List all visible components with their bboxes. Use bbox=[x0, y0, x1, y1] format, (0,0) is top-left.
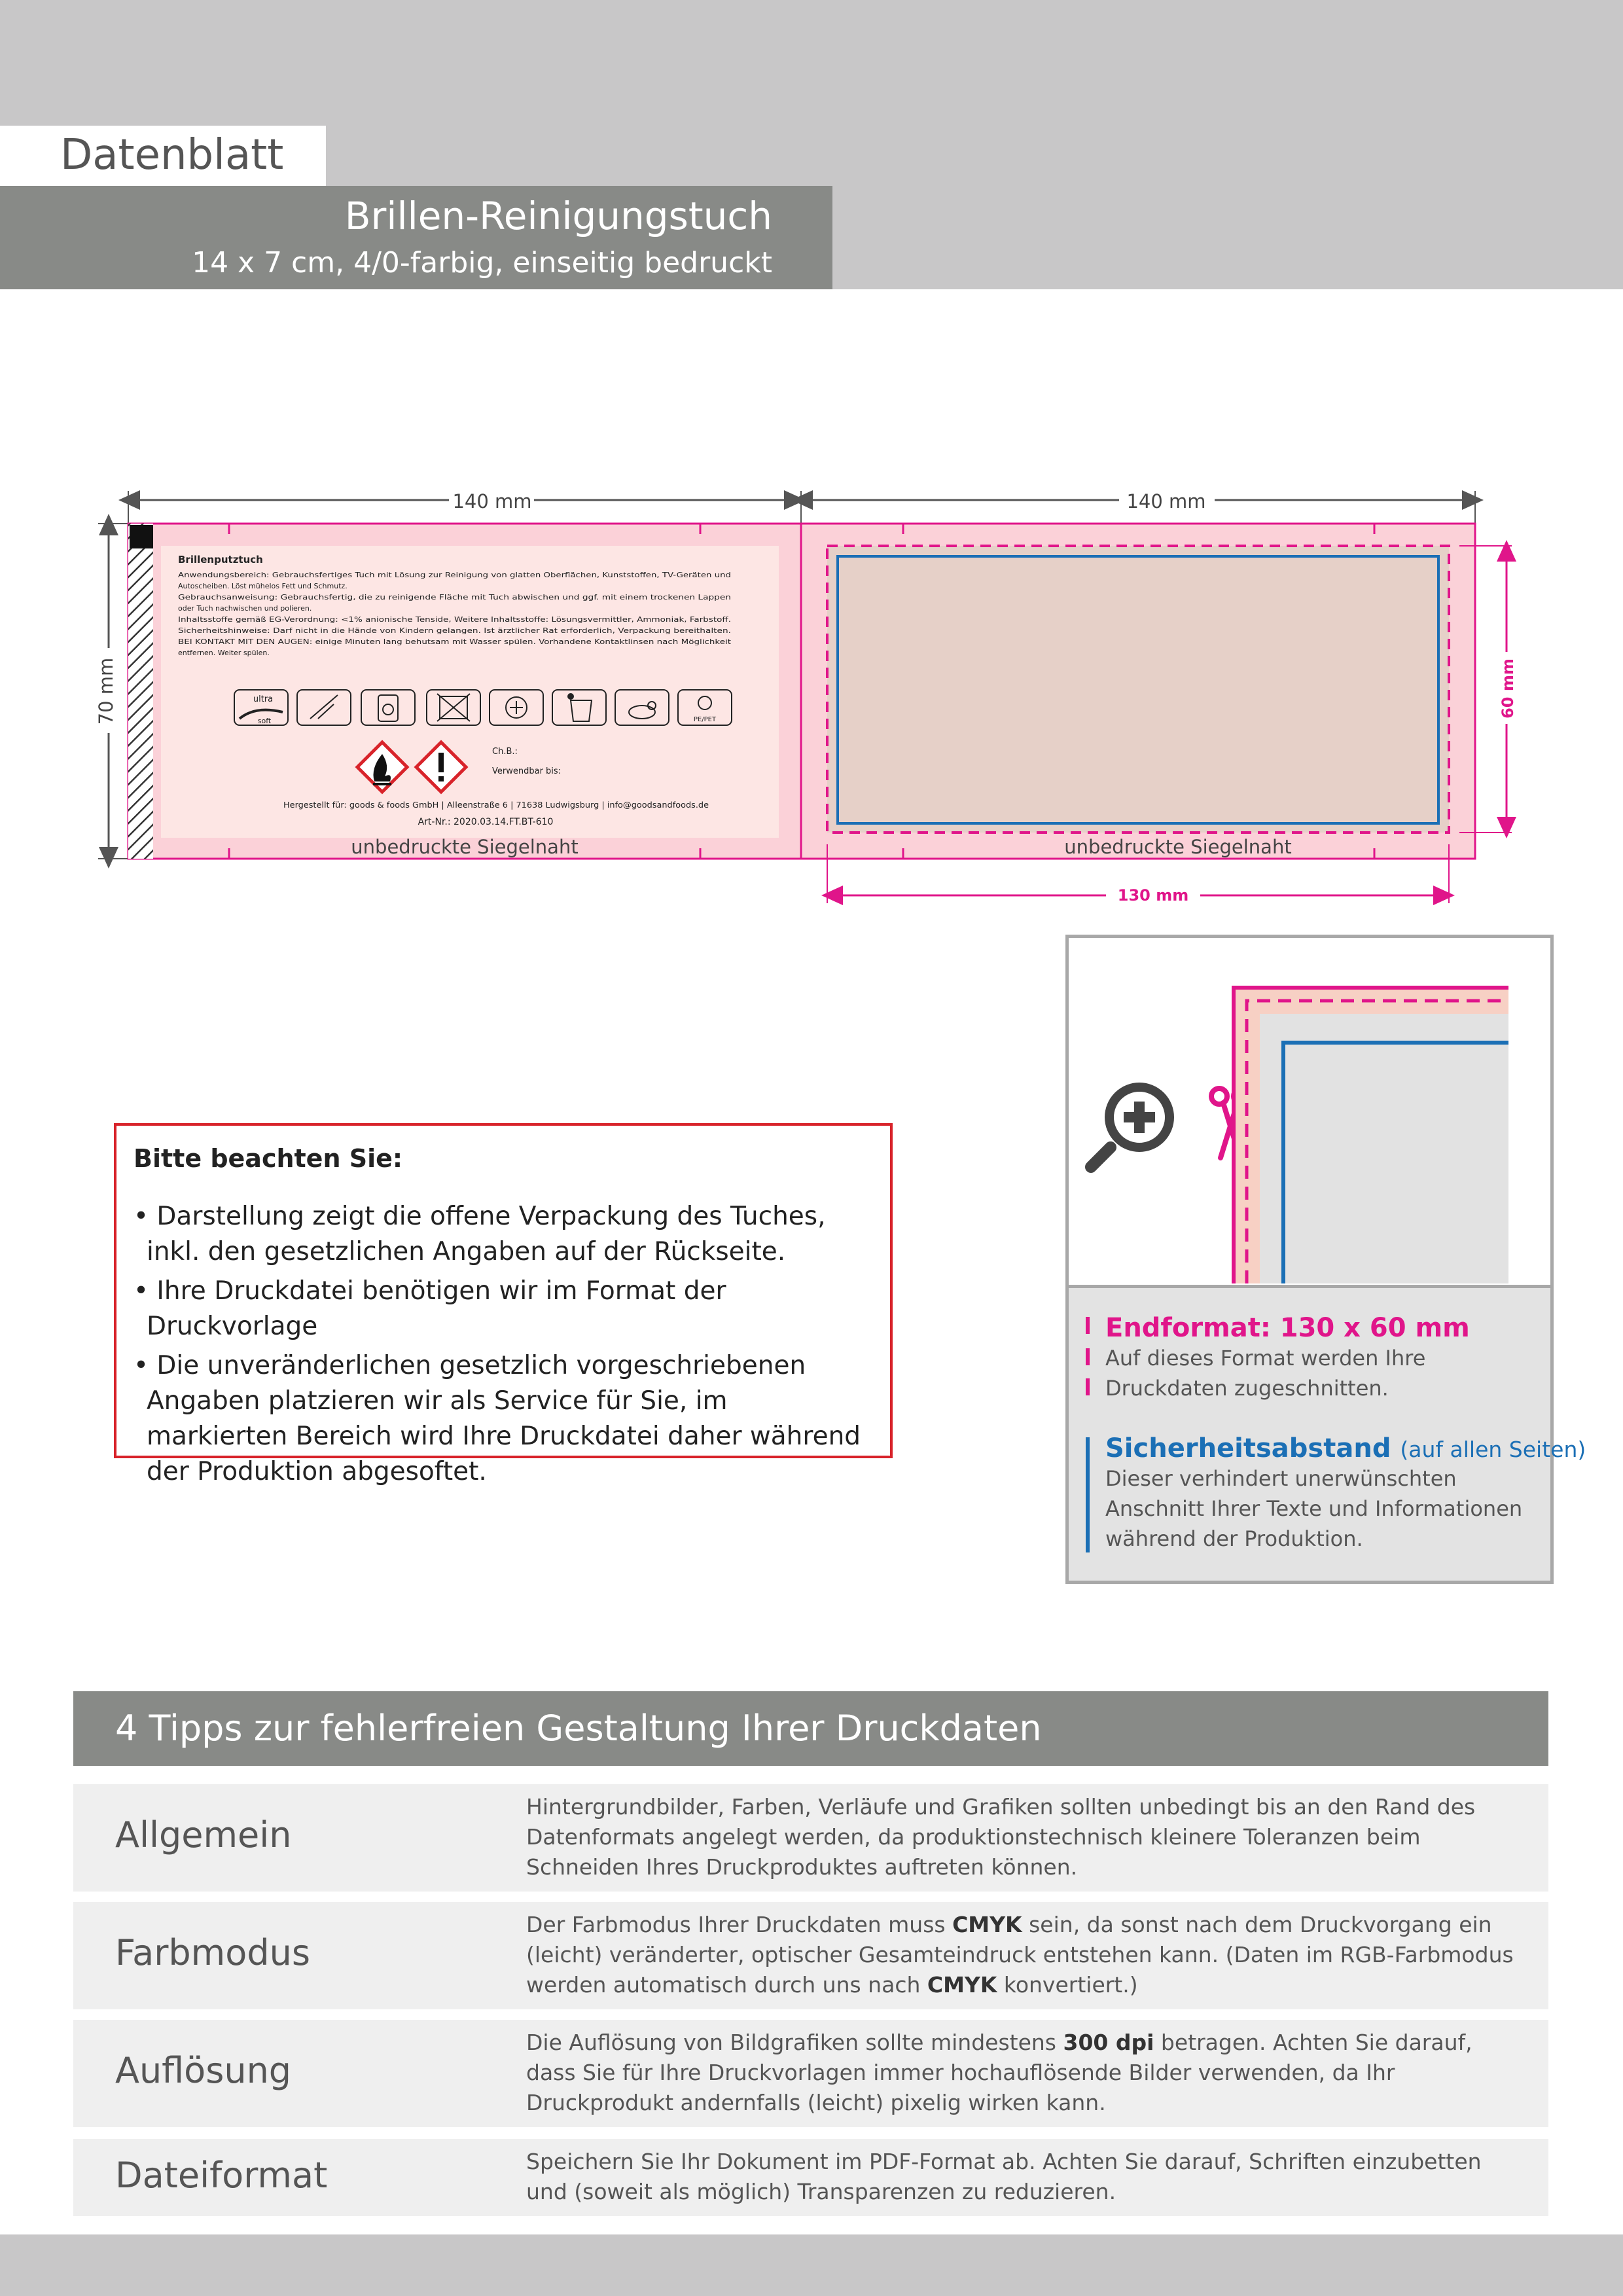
label-line-2: Autoscheiben. Löst mühelos Fett und Schmutz. bbox=[178, 582, 348, 590]
expiry-label: Verwendbar bis: bbox=[492, 766, 562, 776]
tip-text-part: Der Farbmodus Ihrer Druckdaten muss bbox=[526, 1912, 953, 1937]
endformat-marker bbox=[1086, 1317, 1090, 1334]
tip-row-aufloesung bbox=[73, 2020, 1548, 2127]
safety-text: Dieser verhindert unerwünschten Anschnitt Ihrer Texte und Informationen während der Produktion. bbox=[1105, 1466, 1523, 1551]
width-left-label: 140 mm bbox=[452, 490, 532, 512]
label-line-1: Anwendungsbereich: Gebrauchsfertiges Tuch mit Lösung zur Reinigung von glatten Oberflächen, Kunststoffen, TV-Geräten und bbox=[178, 571, 731, 579]
safety-title-line bbox=[1086, 1433, 1586, 1463]
document-tag-label: Datenblatt bbox=[60, 131, 284, 179]
tip-text bbox=[526, 1910, 1521, 2000]
notice-list bbox=[134, 1199, 873, 1490]
tip-text-part: betragen. Achten Sie darauf, dass Sie für Ihre Druckvorlagen immer hochauflösende Bilder verwenden, da Ihr Druckprodukt andernfalls (leicht) pixelig wirken kann. bbox=[526, 2030, 1472, 2115]
notice-item-2: • Ihre Druckdatei benötigen wir im Format der Druckvorlage bbox=[134, 1274, 873, 1344]
manufacturer-line: Hergestellt für: goods & foods GmbH | Alleenstraße 6 | 71638 Ludwigsburg | info@goodsandfoods.de bbox=[283, 800, 709, 810]
tip-text-part: konvertiert.) bbox=[997, 1972, 1138, 1998]
tip-text: Speichern Sie Ihr Dokument im PDF-Format ab. Achten Sie darauf, Schriften einzubetten und (soweit als möglich) Transparenzen zu reduzieren. bbox=[526, 2149, 1482, 2204]
back-panel bbox=[128, 524, 801, 859]
label-title: Brillenputztuch bbox=[178, 554, 263, 565]
label-line-4: oder Tuch nachwischen und polieren. bbox=[178, 604, 312, 613]
product-title-box bbox=[0, 186, 832, 289]
tip-text-bold: CMYK bbox=[927, 1972, 997, 1998]
tip-text bbox=[526, 2028, 1521, 2118]
label-line-7: BEI KONTAKT MIT DEN AUGEN: einige Minuten lang behutsam mit Wasser spülen. Vorhandene Kontaktlinsen nach Möglichkeit bbox=[178, 637, 732, 646]
zoom-detail bbox=[1069, 938, 1550, 1283]
product-spec: 14 x 7 cm, 4/0-farbig, einseitig bedruckt bbox=[192, 246, 772, 279]
inner-width-label: 130 mm bbox=[1117, 886, 1189, 905]
tip-row-dateiformat bbox=[73, 2139, 1548, 2216]
label-line-5: Inhaltsstoffe gemäß EG-Verordnung: <1% anionische Tenside, Weitere Inhaltsstoffe: Lösungsvermittler, Ammoniak, Farbstoff. bbox=[178, 615, 731, 624]
tip-row-allgemein bbox=[73, 1784, 1548, 1892]
endformat-text: Auf dieses Format werden Ihre Druckdaten zugeschnitten. bbox=[1105, 1346, 1426, 1401]
notice-box bbox=[114, 1123, 893, 1486]
seal-label-left: unbedruckte Siegelnaht bbox=[351, 836, 579, 858]
dimension-left bbox=[95, 524, 128, 859]
product-title: Brillen-Reinigungstuch bbox=[344, 194, 772, 238]
ultra-soft-text-2: soft bbox=[257, 717, 272, 725]
tip-label: Farbmodus bbox=[115, 1932, 310, 1973]
inner-height-label: 60 mm bbox=[1499, 658, 1517, 719]
tip-text-bold: 300 dpi bbox=[1063, 2030, 1154, 2055]
endformat-marker-2 bbox=[1086, 1348, 1090, 1365]
endformat-title: Endformat: 130 x 60 mm bbox=[1105, 1313, 1470, 1343]
endformat-marker-3 bbox=[1086, 1378, 1090, 1395]
tip-text-bold: CMYK bbox=[952, 1912, 1022, 1937]
pe-pet-text: PE/PET bbox=[693, 716, 717, 723]
label-line-8: entfernen. Weiter spülen. bbox=[178, 649, 270, 657]
seal-label-right: unbedruckte Siegelnaht bbox=[1064, 836, 1292, 858]
footer-band bbox=[0, 2234, 1623, 2296]
safety-area bbox=[838, 556, 1438, 823]
ultra-soft-text-1: ultra bbox=[253, 694, 274, 704]
safety-marker bbox=[1086, 1437, 1090, 1552]
print-panel bbox=[801, 524, 1475, 859]
document-tag bbox=[0, 126, 326, 186]
label-line-3: Gebrauchsanweisung: Gebrauchsfertig, die zu reinigende Fläche mit Tuch abwischen und ggf. mit einem trockenen Lappen bbox=[178, 593, 732, 601]
tip-text-part: Die Auflösung von Bildgrafiken sollte mindestens bbox=[526, 2030, 1063, 2055]
charge-label: Ch.B.: bbox=[492, 747, 518, 757]
height-label: 70 mm bbox=[95, 657, 117, 725]
tip-label: Allgemein bbox=[115, 1814, 292, 1856]
zoom-in-icon bbox=[1091, 1087, 1169, 1167]
legend-panel bbox=[1069, 1285, 1586, 1581]
tip-row-farbmodus bbox=[73, 1902, 1548, 2009]
article-number: Art-Nr.: 2020.03.14.FT.BT-610 bbox=[418, 817, 554, 827]
dimension-top bbox=[128, 490, 1475, 524]
notice-item-3: • Die unveränderlichen gesetzlich vorgeschriebenen Angaben platzieren wir als Service für Sie, im markierten Bereich wird Ihre Druckdatei daher während der Produktion abgesoftet. bbox=[134, 1348, 873, 1490]
tip-label: Dateiformat bbox=[115, 2155, 328, 2196]
tips-heading: 4 Tipps zur fehlerfreien Gestaltung Ihrer Druckdaten bbox=[73, 1691, 1548, 1766]
notice-item-1: • Darstellung zeigt die offene Verpackung des Tuches, inkl. den gesetzlichen Angaben auf der Rückseite. bbox=[134, 1199, 873, 1270]
safety-legend bbox=[1086, 1433, 1586, 1554]
label-line-6: Sicherheitshinweise: Darf nicht in die Hände von Kindern gelangen. Ist ärztlicher Rat erforderlich, Verpackung bereithalten. bbox=[178, 626, 731, 635]
tip-label: Auflösung bbox=[115, 2050, 292, 2091]
zoom-legend-box bbox=[1065, 935, 1586, 1584]
endformat-legend bbox=[1086, 1313, 1537, 1403]
safety-title: Sicherheitsabstand bbox=[1105, 1433, 1391, 1463]
tip-text-part: sein, da sonst nach dem Druckvorgang ein (leicht) veränderter, optischer Gesamteindruck entstehen kann. (Daten im RGB-Farbmodus werden automatisch durch uns nach bbox=[526, 1912, 1514, 1998]
notice-title: Bitte beachten Sie: bbox=[134, 1144, 403, 1173]
template-diagram bbox=[0, 458, 1623, 916]
safety-subtitle: (auf allen Seiten) bbox=[1400, 1437, 1586, 1462]
tip-text: Hintergrundbilder, Farben, Verläufe und Grafiken sollten unbedingt bis an den Rand des Datenformats angelegt werden, da produktionstechnisch kleinere Toleranzen beim Schneiden Ihres Druckproduktes auftreten können. bbox=[526, 1794, 1476, 1880]
width-right-label: 140 mm bbox=[1126, 490, 1206, 512]
